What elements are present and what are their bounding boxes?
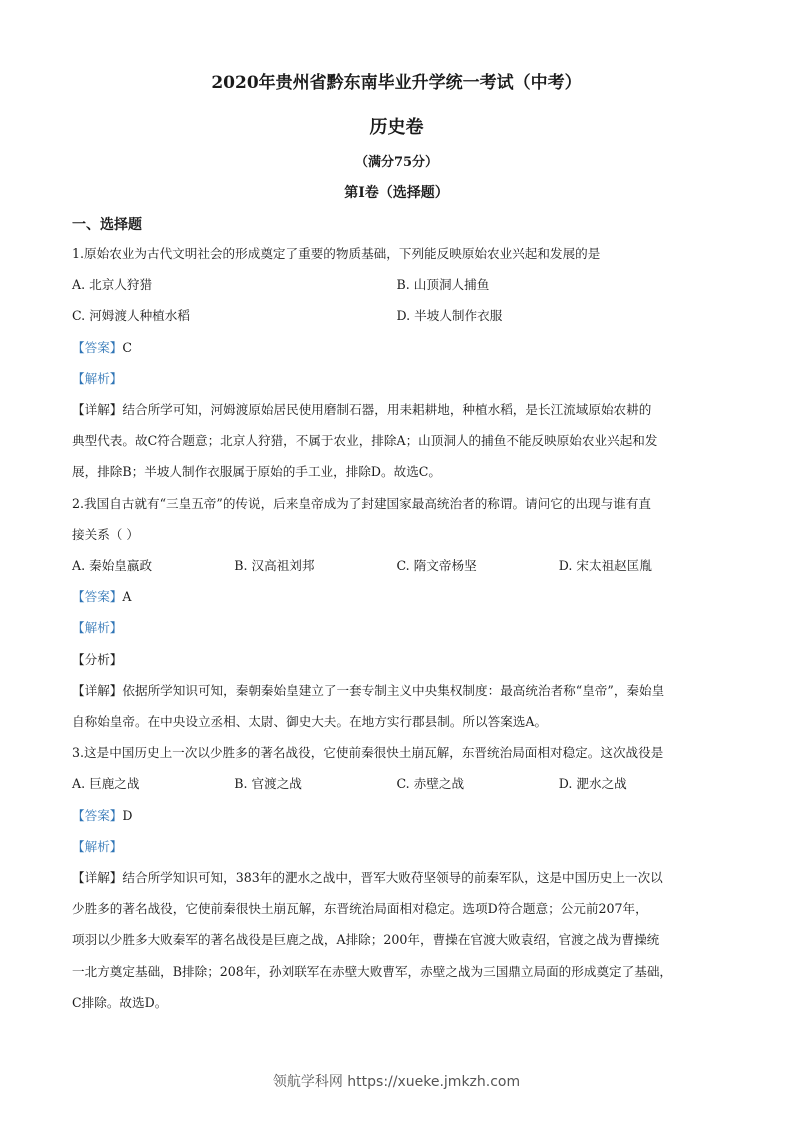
q1-option-c: C. 河姆渡人种植水稻 [72,308,190,324]
q2-answer [72,581,721,612]
q1-option-b: B. 山顶洞人捕鱼 [396,277,490,293]
q2-answer-value: A [122,589,132,605]
q1-answer [72,332,721,363]
q1-detail-2: 典型代表。故C符合题意；北京人狩猎，不属于农业，排除A；山顶洞人的捕鱼不能反映原始农业兴起和发 [72,433,658,449]
q3-option-c: C. 赤壁之战 [396,776,465,792]
q3-detail-3: 项羽以少胜多大败秦军的著名战役是巨鹿之战，A排除；200年，曹操在官渡大败袁绍，官渡之战为曹操统 [72,932,660,948]
q1-analysis [72,363,721,394]
detail-label: 【详解】 [72,682,123,698]
q1-answer-value: C [122,339,133,355]
q2-option-c: C. 隋文帝杨坚 [396,558,477,574]
detail-label: 【详解】 [72,870,123,886]
q1-detail-3: 展，排除B；半坡人制作衣服属于原始的手工业，排除D。故选C。 [72,464,442,480]
q1-option-d: D. 半坡人制作衣服 [396,308,503,324]
answer-label: 【答案】 [72,339,123,355]
analysis-label: 【解析】 [72,370,123,386]
q2-option-d: D. 宋太祖赵匡胤 [558,558,652,574]
answer-label: 【答案】 [72,807,123,823]
q2-fenxi [72,644,721,675]
q3-option-a: A. 巨鹿之战 [72,776,140,792]
fenxi-label: 【分析】 [72,651,123,667]
q3-answer-value: D [122,807,133,823]
volume-heading: 第Ⅰ卷（选择题） [344,185,449,201]
q1-stem: 1.原始农业为古代文明社会的形成奠定了重要的物质基础，下列能反映原始农业兴起和发展的是 [72,246,601,261]
q2-analysis [72,612,721,643]
q3-detail-4: 一北方奠定基础，B排除；208年，孙刘联军在赤壁大败曹军，赤壁之战为三国鼎立局面的形成奠定了基础， [72,963,673,979]
q2-options [72,550,721,581]
q1-options-row1 [72,269,721,300]
section-heading: 一、选择题 [72,217,142,233]
q1-detail-1: 【详解】结合所学可知，河姆渡原始居民使用磨制石器，用耒耜耕地，种植水稻，是长江流域原始农耕的 [72,402,652,418]
q3-option-b: B. 官渡之战 [234,776,302,792]
q2-option-a: A. 秦始皇嬴政 [72,558,153,574]
q3-stem: 3.这是中国历史上一次以少胜多的著名战役，它使前秦很快土崩瓦解，东晋统治局面相对稳定。这次战役是 [72,745,664,761]
analysis-label: 【解析】 [72,838,123,854]
q1-option-a: A. 北京人狩猎 [72,277,153,293]
q2-detail-2: 自称始皇帝。在中央设立丞相、太尉、御史大夫。在地方实行郡县制。所以答案选A。 [72,714,548,730]
q3-detail-2: 少胜多的著名战役，它使前秦很快土崩瓦解，东晋统治局面相对稳定。选项D符合题意；公元前207年， [72,901,648,917]
q3-analysis [72,831,721,862]
q1-options-row2 [72,300,721,331]
exam-title: 2020年贵州省黔东南毕业升学统一考试（中考） [211,73,582,93]
q3-detail-1: 【详解】结合所学知识可知，383年的淝水之战中，晋军大败苻坚领导的前秦军队，这是中国历史上一次以 [72,870,663,886]
q3-answer [72,800,721,831]
answer-label: 【答案】 [72,589,123,605]
q2-detail-1: 【详解】依据所学知识可知，秦朝秦始皇建立了一套专制主义中央集权制度：最高统治者称“皇帝”，秦始皇 [72,682,665,698]
detail-label: 【详解】 [72,402,123,418]
q2-option-b: B. 汉高祖刘邦 [234,558,315,574]
footer-watermark: 领航学科网 https://xueke.jmkzh.com [272,1074,521,1090]
questions [72,212,721,1018]
q3-detail-5: C排除。故选D。 [72,994,168,1010]
analysis-label: 【解析】 [72,620,123,636]
q2-stem-1: 2.我国自古就有“三皇五帝”的传说，后来皇帝成为了封建国家最高统治者的称谓。请问它的出现与谁有直 [72,495,652,511]
q3-option-d: D. 淝水之战 [558,776,627,792]
full-score: （满分75分） [354,155,439,170]
q3-options [72,768,721,799]
q2-stem-2: 接关系（ ） [72,526,139,542]
exam-subtitle: 历史卷 [369,117,424,138]
